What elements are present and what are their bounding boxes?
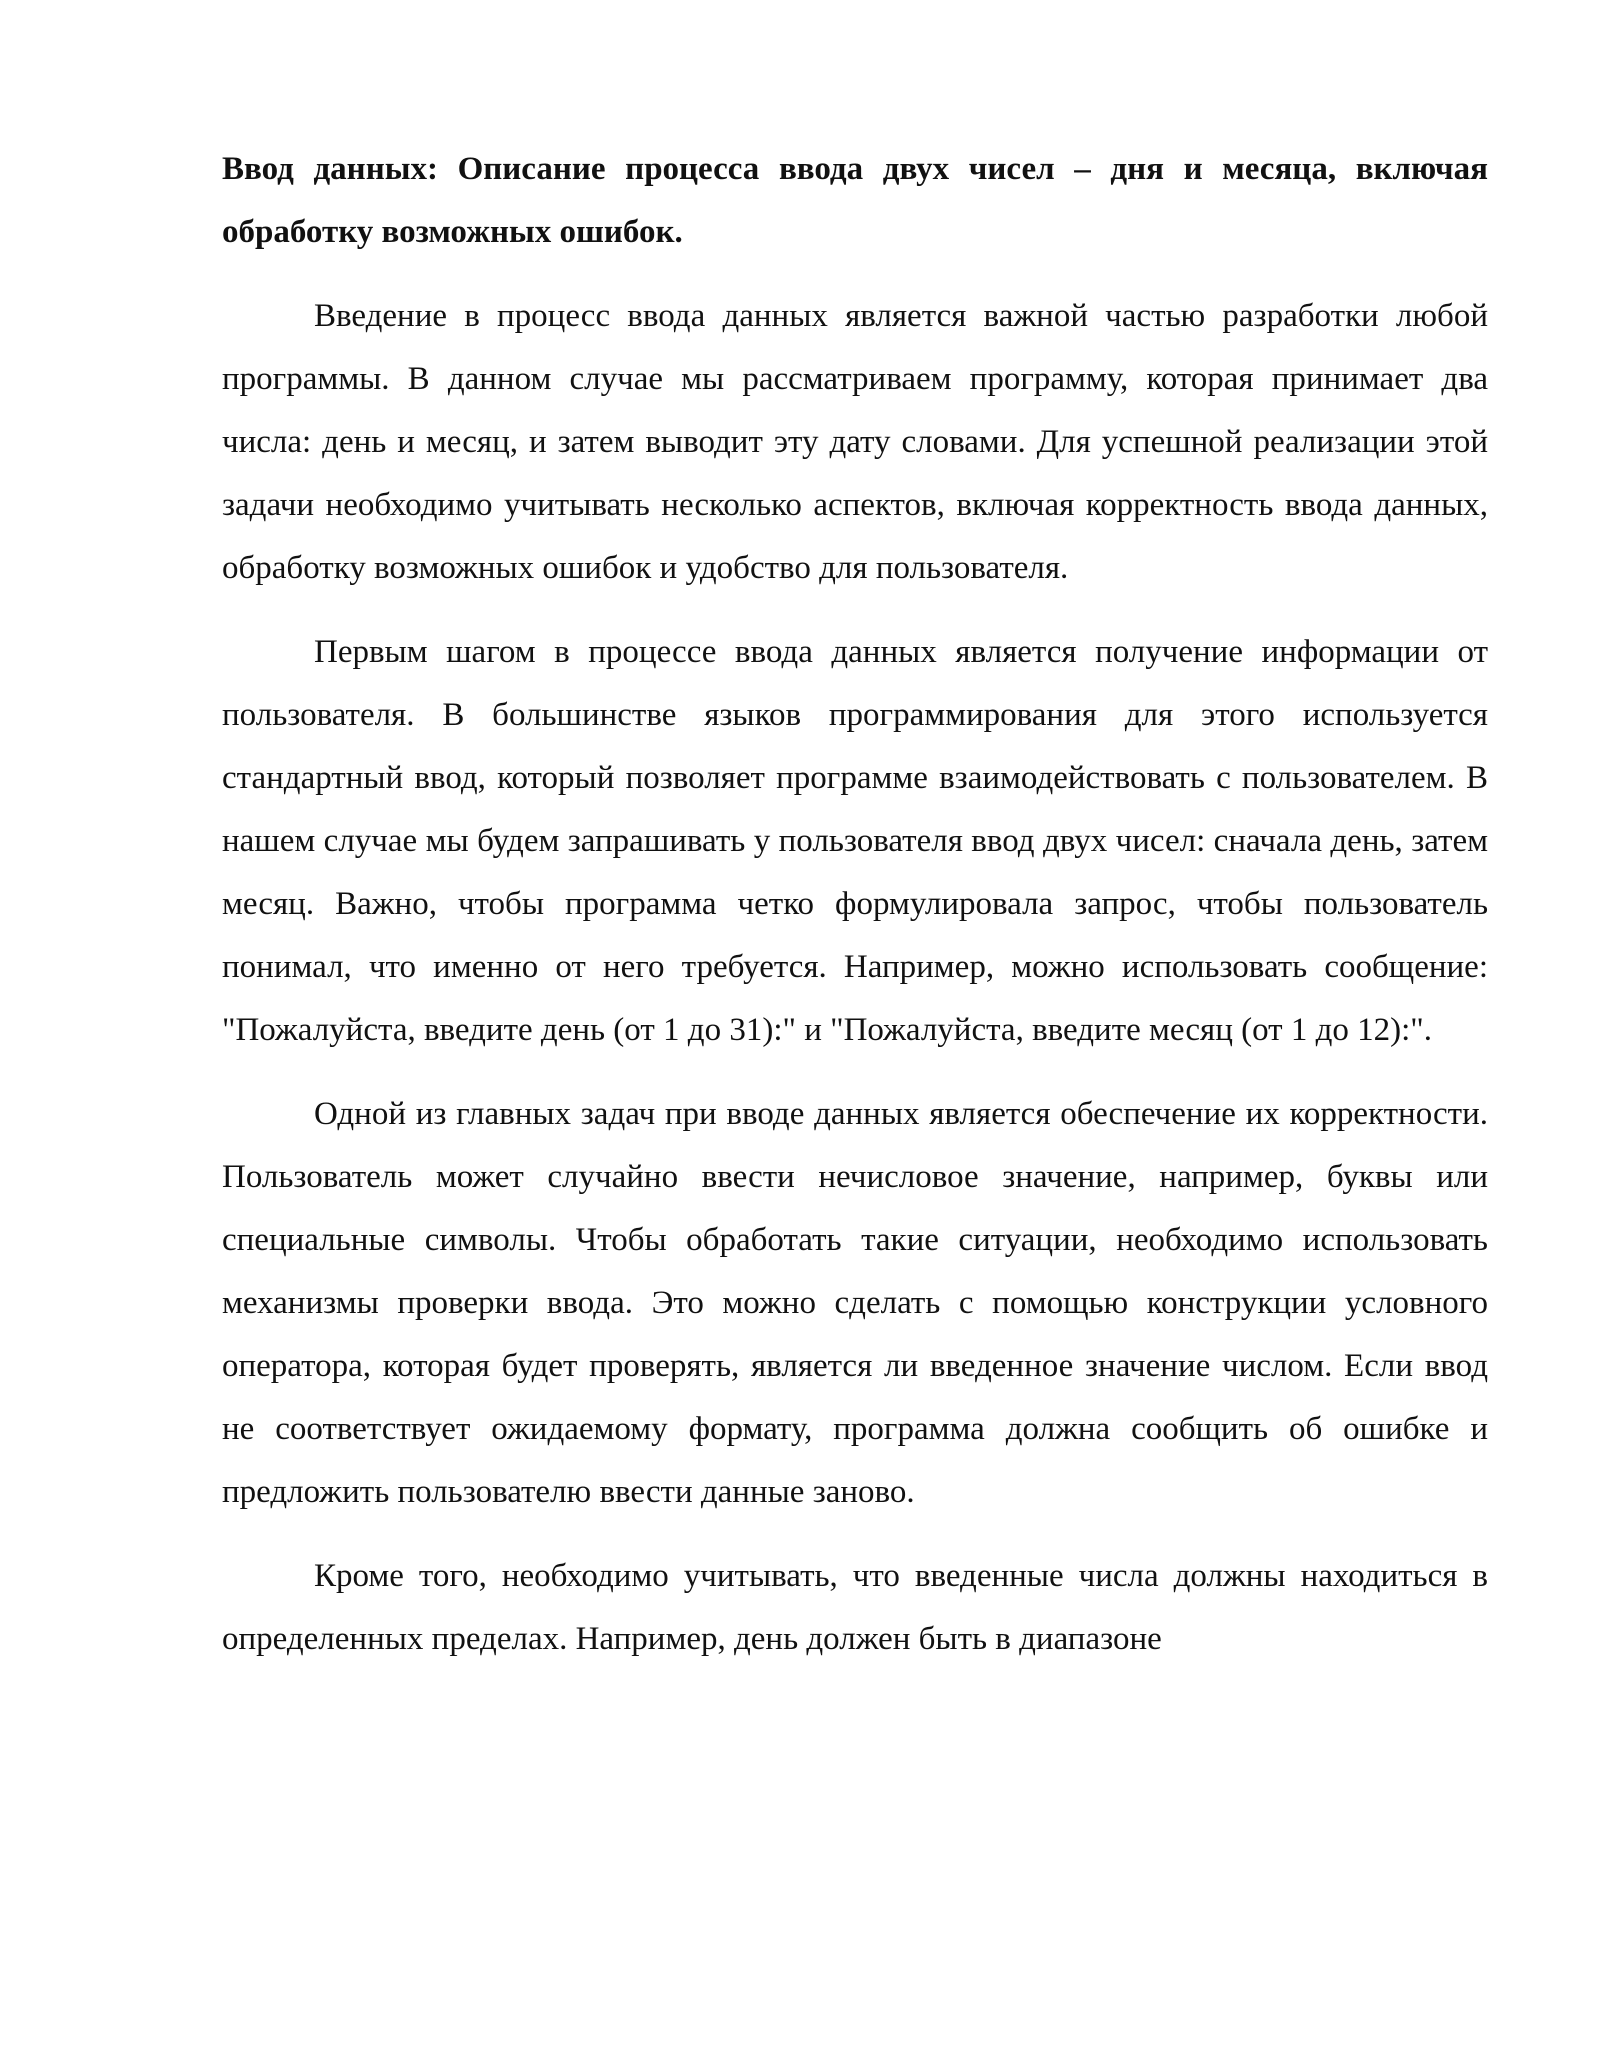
- paragraph-validation: Одной из главных задач при вводе данных является обеспечение их корректности. Пользователь может случайно ввести нечисловое значение, например, буквы или специальные символы. Чтобы обработать такие ситуации, необходимо использовать механизмы проверки ввода. Это можно сделать с помощью конструкции условного оператора, которая будет проверять, является ли введенное значение числом. Если ввод не соответствует ожидаемому формату, программа должна сообщить об ошибке и предложить пользователю ввести данные заново.: [222, 1096, 1488, 1510]
- paragraph-first-step: Первым шагом в процессе ввода данных является получение информации от пользователя. В большинстве языков программирования для этого используется стандартный ввод, который позволяет программе взаимодействовать с пользователем. В нашем случае мы будем запрашивать у пользователя ввод двух чисел: сначала день, затем месяц. Важно, чтобы программа четко формулировала запрос, чтобы пользователь понимал, что именно от него требуется. Например, можно использовать сообщение: "Пожалуйста, введите день (от 1 до 31):" и "Пожалуйста, введите месяц (от 1 до 12):".: [222, 634, 1488, 1048]
- paragraph-range: Кроме того, необходимо учитывать, что введенные числа должны находиться в определенных пределах. Например, день должен быть в диапазоне: [222, 1558, 1488, 1657]
- paragraph-intro: Введение в процесс ввода данных является важной частью разработки любой программы. В данном случае мы рассматриваем программу, которая принимает два числа: день и месяц, и затем выводит эту дату словами. Для успешной реализации этой задачи необходимо учитывать несколько аспектов, включая корректность ввода данных, обработку возможных ошибок и удобство для пользователя.: [222, 298, 1488, 586]
- document-body: [222, 138, 1488, 1692]
- section-heading: Ввод данных: Описание процесса ввода двух чисел – дня и месяца, включая обработку возможных ошибок.: [222, 151, 1488, 250]
